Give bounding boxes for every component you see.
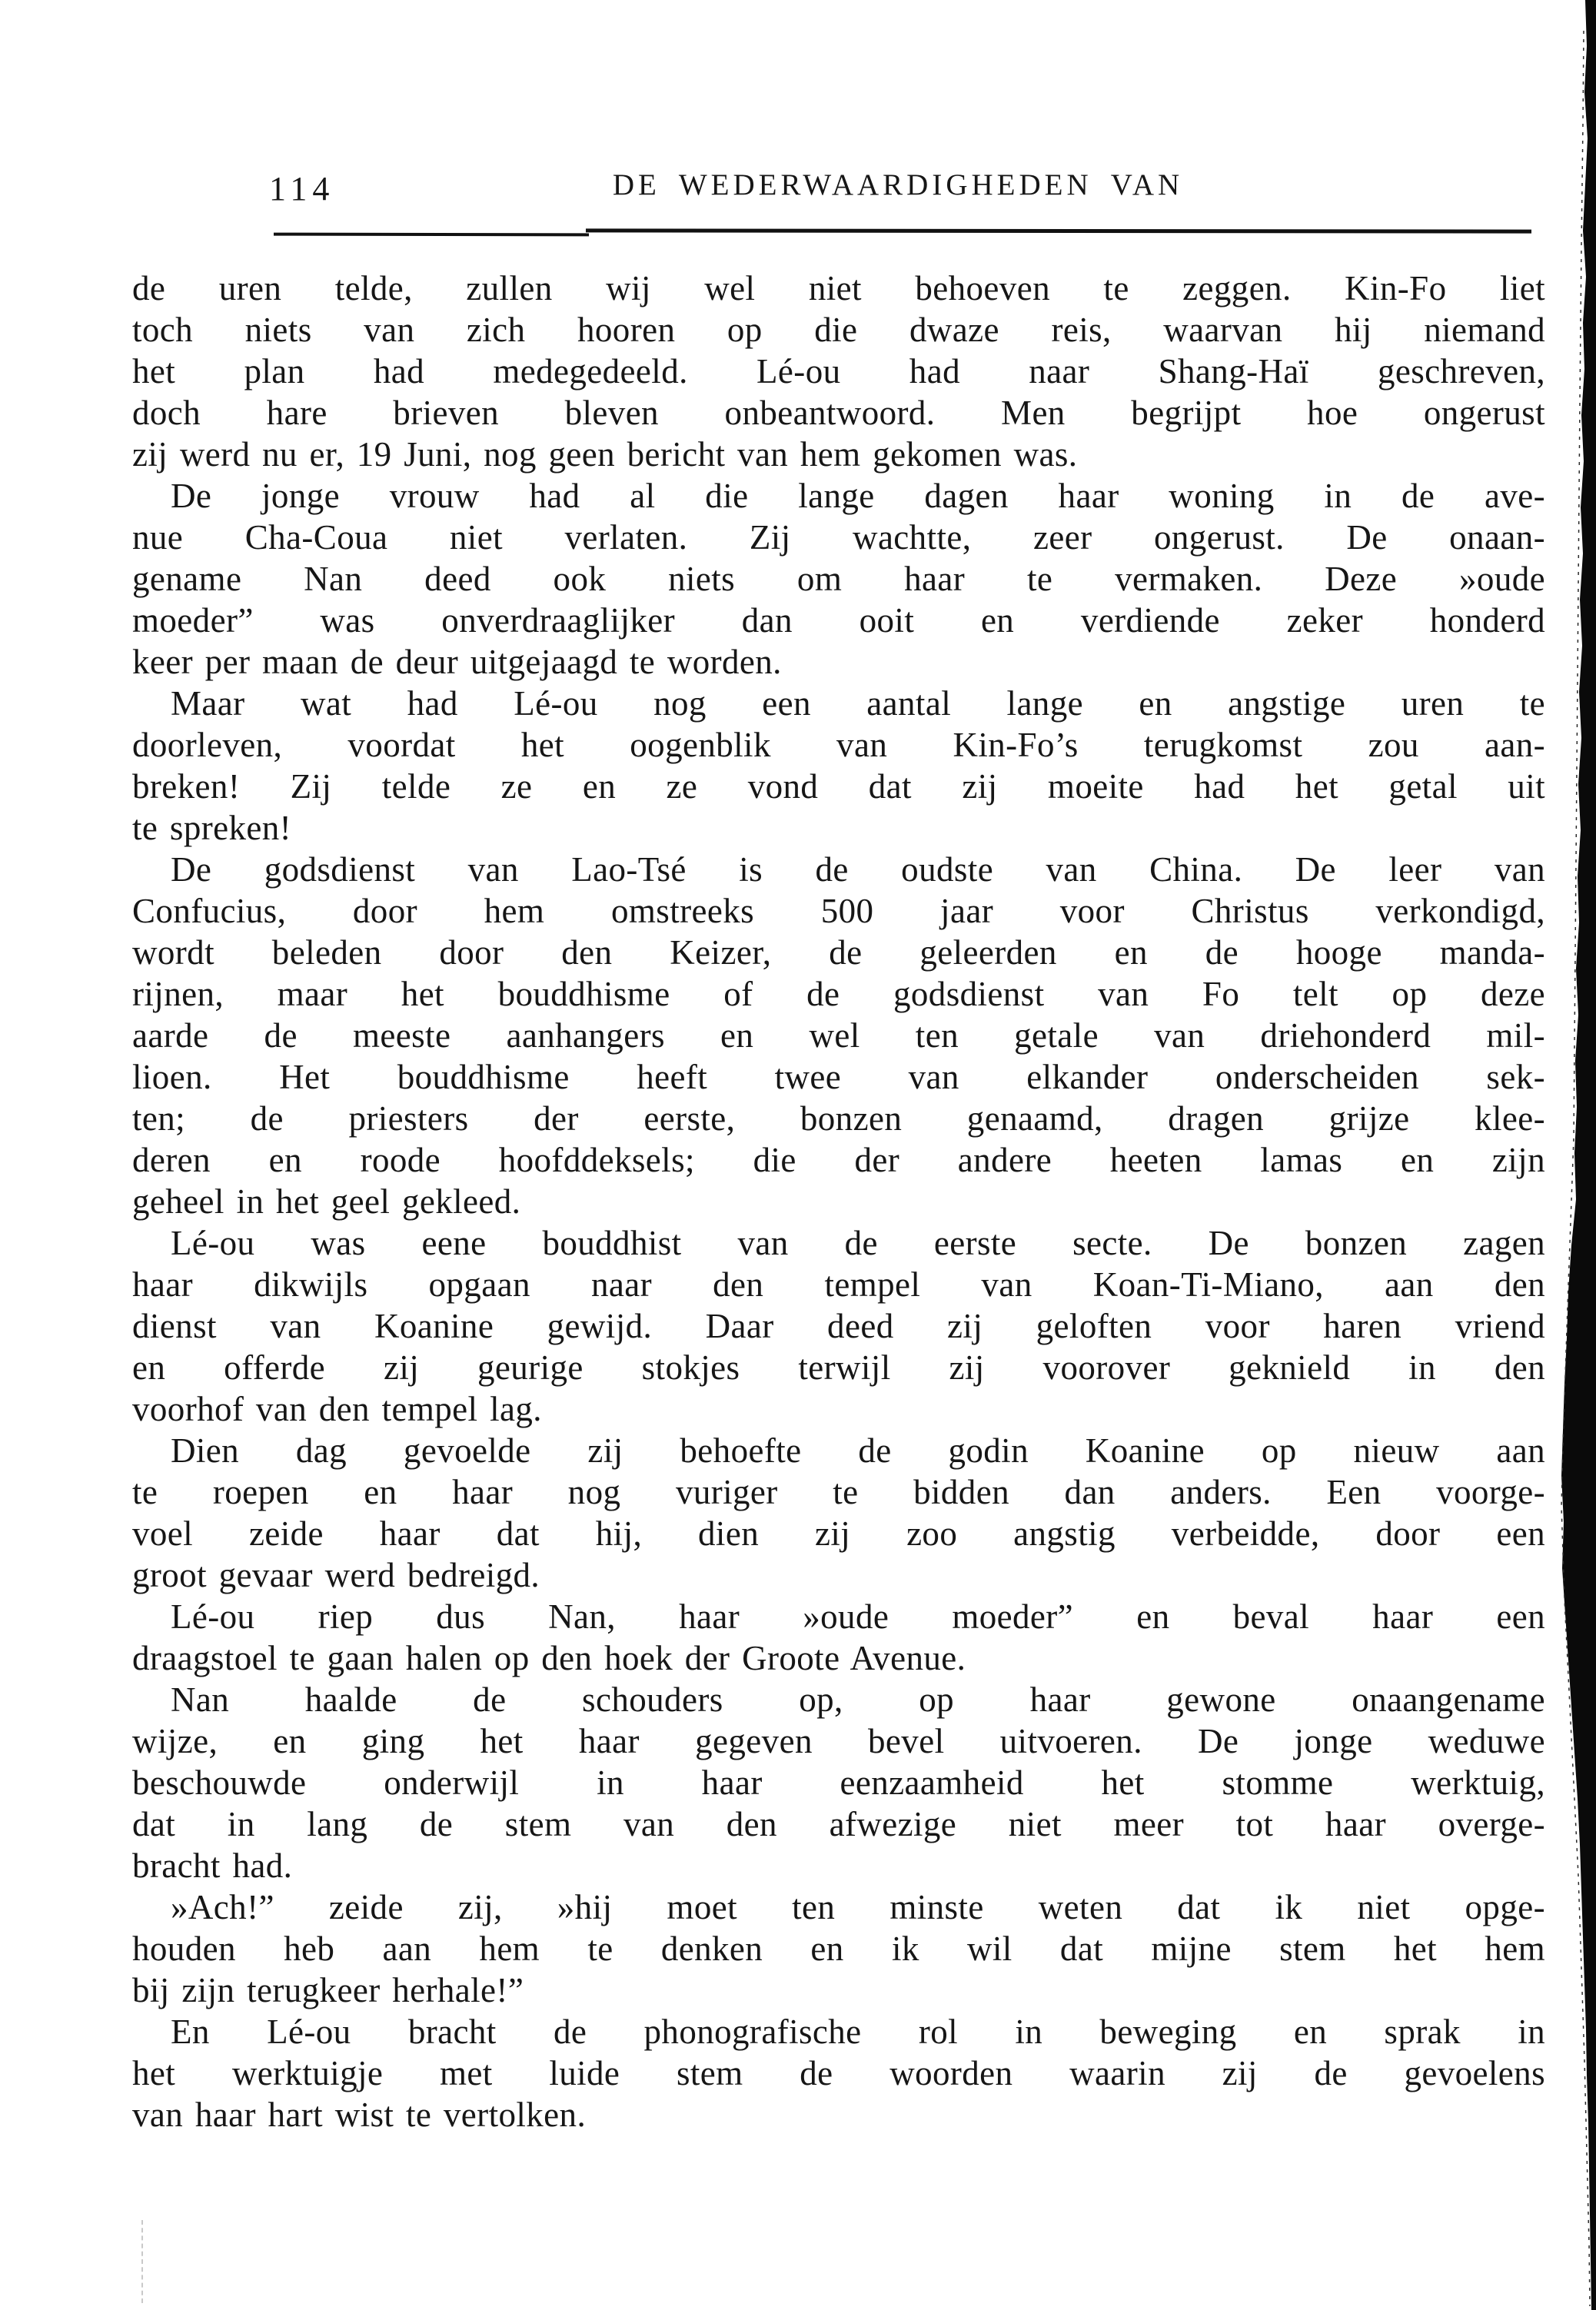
paragraph [132, 849, 1545, 1222]
body-text [132, 268, 1545, 2136]
text-line: haar dikwijls opgaan naar den tempel van Koan-Ti-Miano, aan den [132, 1265, 1545, 1304]
text-line: En Lé-ou bracht de phonografische rol in beweging en sprak in [171, 2013, 1545, 2051]
paragraph [132, 1430, 1545, 1596]
text-line: toch niets van zich hooren op die dwaze reis, waarvan hij niemand [132, 311, 1545, 349]
paragraph [132, 268, 1545, 475]
text-line: het werktuigje met luide stem de woorden waarin zij de gevoelens [132, 2054, 1545, 2092]
text-line: de uren telde, zullen wij wel niet behoeven te zeggen. Kin-Fo liet [132, 269, 1545, 307]
text-line: rijnen, maar het bouddhisme of de godsdienst van Fo telt op deze [132, 975, 1545, 1013]
scan-edge-artifact [1558, 0, 1596, 2310]
text-line: beschouwde onderwijl in haar eenzaamheid het stomme werktuig, [132, 1763, 1545, 1802]
text-line: breken! Zij telde ze en ze vond dat zij moeite had het getal uit [132, 767, 1545, 806]
header-rule [586, 228, 1531, 233]
text-line: Maar wat had Lé-ou nog een aantal lange en angstige uren te [171, 684, 1545, 723]
text-line: ten; de priesters der eerste, bonzen genaamd, dragen grijze klee- [132, 1099, 1545, 1138]
paragraph [132, 475, 1545, 683]
text-line: bij zijn terugkeer herhale!” [132, 1971, 524, 2009]
text-line: Nan haalde de schouders op, op haar gewone onaangename [171, 1680, 1545, 1719]
text-line: lioen. Het bouddhisme heeft twee van elkander onderscheiden sek- [132, 1058, 1545, 1096]
text-line: het plan had medegedeeld. Lé-ou had naar Shang-Haï geschreven, [132, 352, 1545, 391]
text-line: Lé-ou riep dus Nan, haar »oude moeder” en beval haar een [171, 1597, 1545, 1636]
text-line: deren en roode hoofddeksels; die der andere heeten lamas en zijn [132, 1141, 1545, 1179]
paragraph [132, 1222, 1545, 1430]
text-line: moeder” was onverdraaglijker dan ooit en verdiende zeker honderd [132, 601, 1545, 640]
paragraph [132, 1596, 1545, 1679]
header-rule [274, 233, 589, 237]
text-line: Confucius, door hem omstreeks 500 jaar voor Christus verkondigd, [132, 892, 1545, 930]
text-line: van haar hart wist te vertolken. [132, 2096, 587, 2134]
text-line: Dien dag gevoelde zij behoefte de godin Koanine op nieuw aan [171, 1431, 1545, 1470]
text-line: De jonge vrouw had al die lange dagen haar woning in de ave- [171, 477, 1545, 515]
scan-noise-mark [141, 2220, 145, 2303]
text-line: doch hare brieven bleven onbeantwoord. Men begrijpt hoe ongerust [132, 394, 1545, 432]
page-number: 114 [269, 170, 335, 208]
text-line: houden heb aan hem te denken en ik wil dat mijne stem het hem [132, 1929, 1545, 1968]
text-line: voorhof van den tempel lag. [132, 1390, 542, 1428]
text-line: dat in lang de stem van den afwezige niet meer tot haar overge- [132, 1805, 1545, 1843]
text-line: keer per maan de deur uitgejaagd te worden. [132, 643, 782, 681]
text-line: en offerde zij geurige stokjes terwijl zij voorover geknield in den [132, 1348, 1545, 1387]
running-title: DE WEDERWAARDIGHEDEN VAN [612, 168, 1184, 201]
text-line: nue Cha-Coua niet verlaten. Zij wachtte, zeer ongerust. De onaan- [132, 518, 1545, 557]
text-line: doorleven, voordat het oogenblik van Kin-Fo’s terugkomst zou aan- [132, 726, 1545, 764]
paragraph [132, 1886, 1545, 2011]
paragraph [132, 683, 1545, 849]
text-line: gename Nan deed ook niets om haar te vermaken. Deze »oude [132, 560, 1545, 598]
text-line: aarde de meeste aanhangers en wel ten getale van driehonderd mil- [132, 1016, 1545, 1055]
text-line: te spreken! [132, 809, 292, 847]
text-line: »Ach!” zeide zij, »hij moet ten minste weten dat ik niet opge- [171, 1888, 1545, 1926]
text-line: De godsdienst van Lao-Tsé is de oudste van China. De leer van [171, 850, 1545, 889]
text-line: zij werd nu er, 19 Juni, nog geen bericht van hem gekomen was. [132, 435, 1078, 474]
paragraph [132, 1679, 1545, 1886]
text-line: wordt beleden door den Keizer, de geleerden en de hooge manda- [132, 933, 1545, 972]
text-line: voel zeide haar dat hij, dien zij zoo angstig verbeidde, door een [132, 1514, 1545, 1553]
text-line: draagstoel te gaan halen op den hoek der Groote Avenue. [132, 1639, 966, 1677]
text-line: dienst van Koanine gewijd. Daar deed zij geloften voor haren vriend [132, 1307, 1545, 1345]
text-line: te roepen en haar nog vuriger te bidden dan anders. Een voorge- [132, 1473, 1545, 1511]
text-line: bracht had. [132, 1846, 293, 1885]
text-line: wijze, en ging het haar gegeven bevel uitvoeren. De jonge weduwe [132, 1722, 1545, 1760]
text-line: geheel in het geel gekleed. [132, 1182, 521, 1221]
text-line: groot gevaar werd bedreigd. [132, 1556, 540, 1594]
text-line: Lé-ou was eene bouddhist van de eerste secte. De bonzen zagen [171, 1224, 1545, 1262]
paragraph [132, 2011, 1545, 2136]
